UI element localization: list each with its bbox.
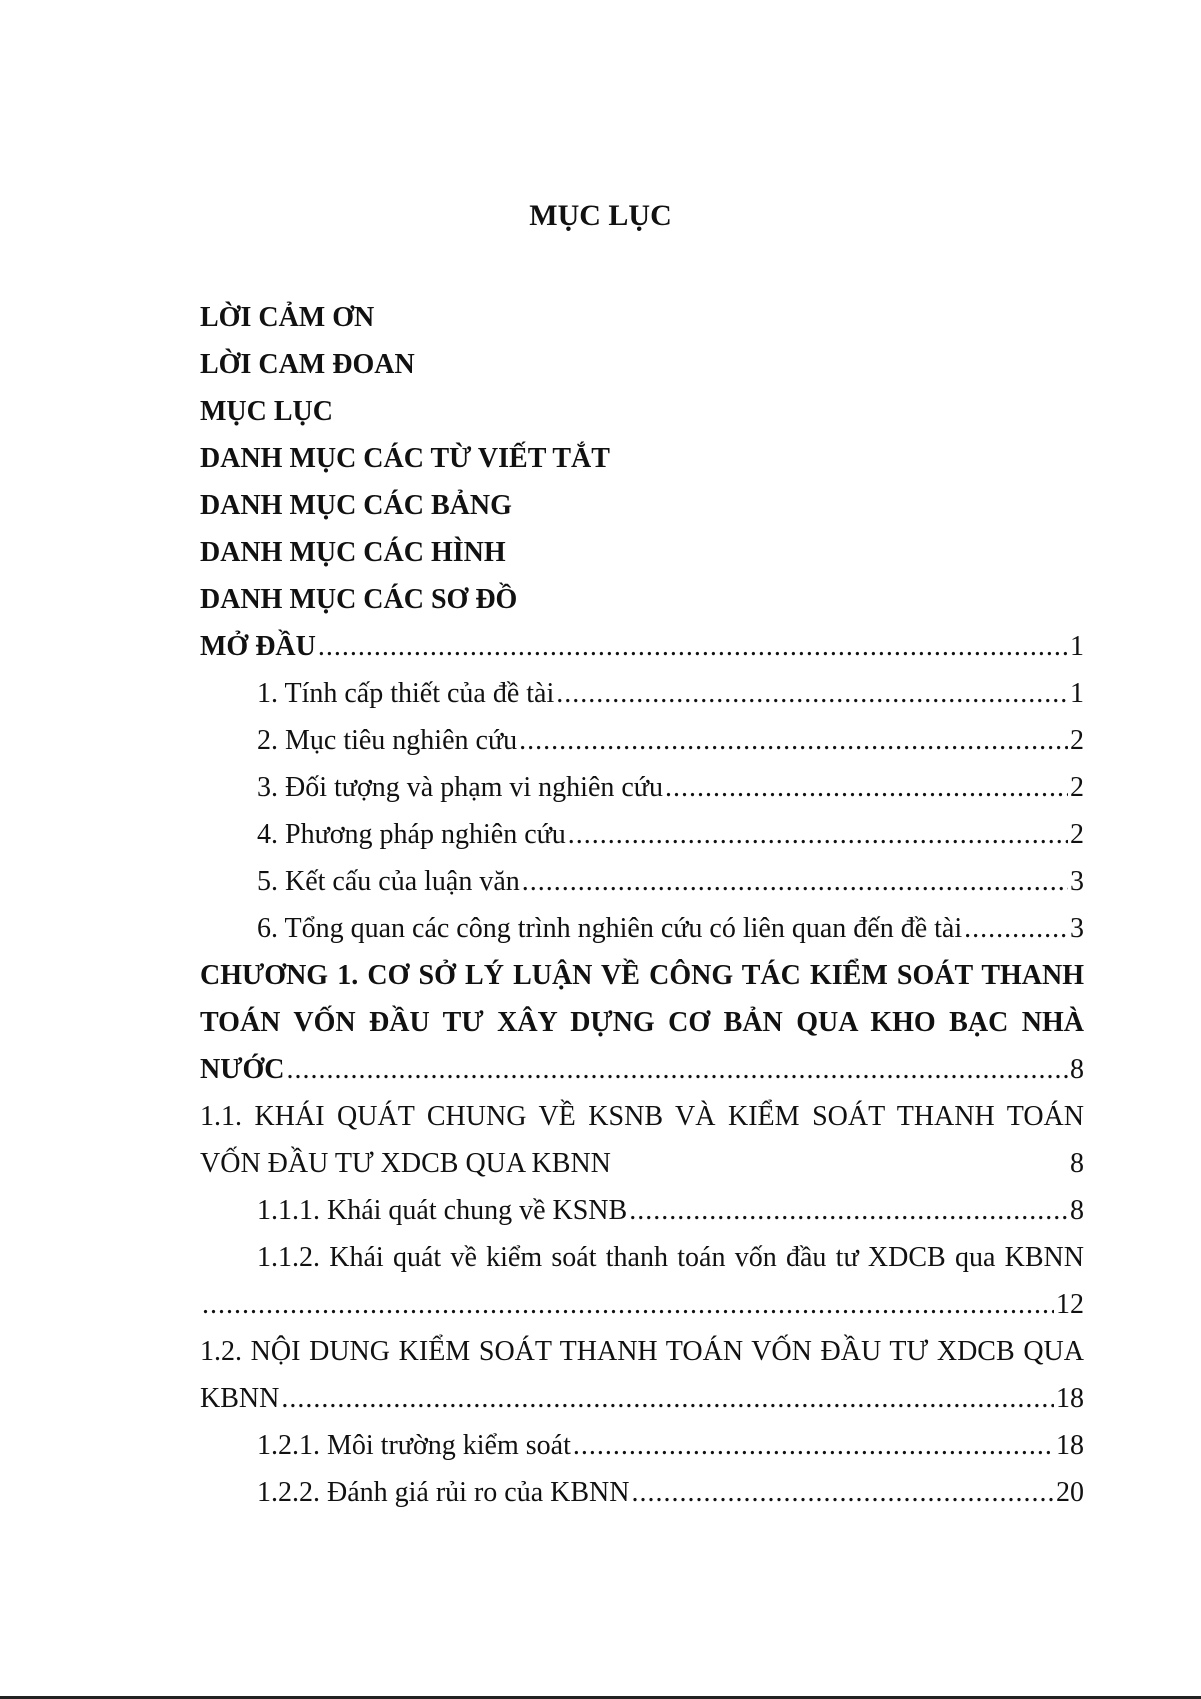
toc-front-matter-item bbox=[200, 341, 1084, 388]
toc-front-matter-item bbox=[200, 482, 1084, 529]
dot-leader bbox=[202, 1281, 1054, 1328]
toc-entry-label: 1.1.2. Khái quát về kiểm soát thanh toán vốn đầu tư XDCB qua KBNN bbox=[257, 1242, 1084, 1273]
page-number: 8 bbox=[1070, 1054, 1084, 1085]
toc-entry-line bbox=[200, 1234, 1084, 1281]
dot-leader bbox=[573, 1422, 1054, 1469]
toc-entry-label: TOÁN VỐN ĐẦU TƯ XÂY DỰNG CƠ BẢN QUA KHO BẠC NHÀ bbox=[200, 1007, 1084, 1038]
toc-entry-label: DANH MỤC CÁC BẢNG bbox=[200, 490, 512, 521]
toc-entry-label: DANH MỤC CÁC SƠ ĐỒ bbox=[200, 584, 518, 615]
toc-chapter-heading-line bbox=[200, 952, 1084, 999]
toc-entry bbox=[200, 670, 1084, 717]
dot-leader bbox=[287, 1046, 1068, 1093]
page-number: 20 bbox=[1056, 1477, 1084, 1508]
page-number: 3 bbox=[1070, 913, 1084, 944]
dot-leader bbox=[281, 1375, 1054, 1422]
toc-entry-label: CHƯƠNG 1. CƠ SỞ LÝ LUẬN VỀ CÔNG TÁC KIỂM SOÁT THANH bbox=[200, 960, 1084, 991]
page-number: 3 bbox=[1070, 866, 1084, 897]
dot-leader bbox=[568, 811, 1068, 858]
toc-entry-label: 2. Mục tiêu nghiên cứu bbox=[257, 725, 518, 756]
toc-entry-label: 1.2.1. Môi trường kiểm soát bbox=[257, 1430, 571, 1461]
page-number: 8 bbox=[1070, 1195, 1084, 1226]
dot-leader bbox=[665, 764, 1068, 811]
toc-entry-chapter-1 bbox=[200, 1046, 1084, 1093]
toc-entry-intro bbox=[200, 623, 1084, 670]
page-number: 12 bbox=[1056, 1289, 1084, 1320]
toc-entry-label: 4. Phương pháp nghiên cứu bbox=[257, 819, 566, 850]
toc-entry-label: 1.1. KHÁI QUÁT CHUNG VỀ KSNB VÀ KIỂM SOÁT THANH TOÁN bbox=[200, 1101, 1084, 1132]
toc-entry-label: 6. Tổng quan các công trình nghiên cứu có liên quan đến đề tài bbox=[257, 913, 963, 944]
toc-entry bbox=[200, 905, 1084, 952]
page-number: 2 bbox=[1070, 725, 1084, 756]
toc-entry bbox=[200, 811, 1084, 858]
toc-entry-label: NƯỚC bbox=[200, 1054, 285, 1085]
toc-front-matter-item bbox=[200, 529, 1084, 576]
toc-entry bbox=[200, 1187, 1084, 1234]
toc-entry-label: KBNN bbox=[200, 1383, 280, 1414]
dot-leader bbox=[318, 623, 1068, 670]
toc-entry-section-1-2 bbox=[200, 1375, 1084, 1422]
toc-entry-label: 1.2.2. Đánh giá rủi ro của KBNN bbox=[257, 1477, 630, 1508]
toc-entries bbox=[200, 294, 1084, 1516]
page-number: 1 bbox=[1070, 678, 1084, 709]
toc-entry bbox=[200, 1422, 1084, 1469]
toc-front-matter-item bbox=[200, 388, 1084, 435]
toc-chapter-heading-line bbox=[200, 999, 1084, 1046]
toc-entry-label: DANH MỤC CÁC TỪ VIẾT TẮT bbox=[200, 443, 610, 474]
page-number: 2 bbox=[1070, 772, 1084, 803]
dot-leader bbox=[964, 905, 1068, 952]
page-title: MỤC LỤC bbox=[529, 199, 672, 232]
toc-entry-label: LỜI CẢM ƠN bbox=[200, 302, 375, 333]
page-number: 2 bbox=[1070, 819, 1084, 850]
toc-entry-section-1-1 bbox=[200, 1140, 1084, 1187]
toc-entry-label: VỐN ĐẦU TƯ XDCB QUA KBNN bbox=[200, 1148, 611, 1179]
page-number: 18 bbox=[1056, 1383, 1084, 1414]
toc-entry bbox=[200, 858, 1084, 905]
page-number: 1 bbox=[1070, 631, 1084, 662]
toc-entry bbox=[200, 717, 1084, 764]
toc-entry-label: LỜI CAM ĐOAN bbox=[200, 349, 415, 380]
page-number: 18 bbox=[1056, 1430, 1084, 1461]
dot-leader bbox=[519, 717, 1068, 764]
toc-front-matter-item bbox=[200, 435, 1084, 482]
toc-section-heading-line bbox=[200, 1093, 1084, 1140]
toc-entry-label: 1.1.1. Khái quát chung về KSNB bbox=[257, 1195, 628, 1226]
toc-entry bbox=[200, 1469, 1084, 1516]
dot-leader bbox=[629, 1187, 1068, 1234]
toc-front-matter-item bbox=[200, 294, 1084, 341]
toc-front-matter-item bbox=[200, 576, 1084, 623]
toc-entry-label: 3. Đối tượng và phạm vi nghiên cứu bbox=[257, 772, 663, 803]
page-number: 8 bbox=[1070, 1148, 1084, 1179]
toc-entry-label: DANH MỤC CÁC HÌNH bbox=[200, 537, 506, 568]
toc-entry-label: 1. Tính cấp thiết của đề tài bbox=[257, 678, 555, 709]
toc-entry-label: MỤC LỤC bbox=[200, 396, 333, 427]
toc-entry-label: 1.2. NỘI DUNG KIỂM SOÁT THANH TOÁN VỐN ĐẦU TƯ XDCB QUA bbox=[200, 1336, 1084, 1367]
toc-entry bbox=[200, 1281, 1084, 1328]
toc-section-heading-line bbox=[200, 1328, 1084, 1375]
dot-leader bbox=[631, 1469, 1054, 1516]
toc-entry-label: MỞ ĐẦU bbox=[200, 631, 316, 662]
toc-entry bbox=[200, 764, 1084, 811]
dot-leader bbox=[556, 670, 1068, 717]
toc-entry-label: 5. Kết cấu của luận văn bbox=[257, 866, 520, 897]
dot-leader bbox=[522, 858, 1068, 905]
